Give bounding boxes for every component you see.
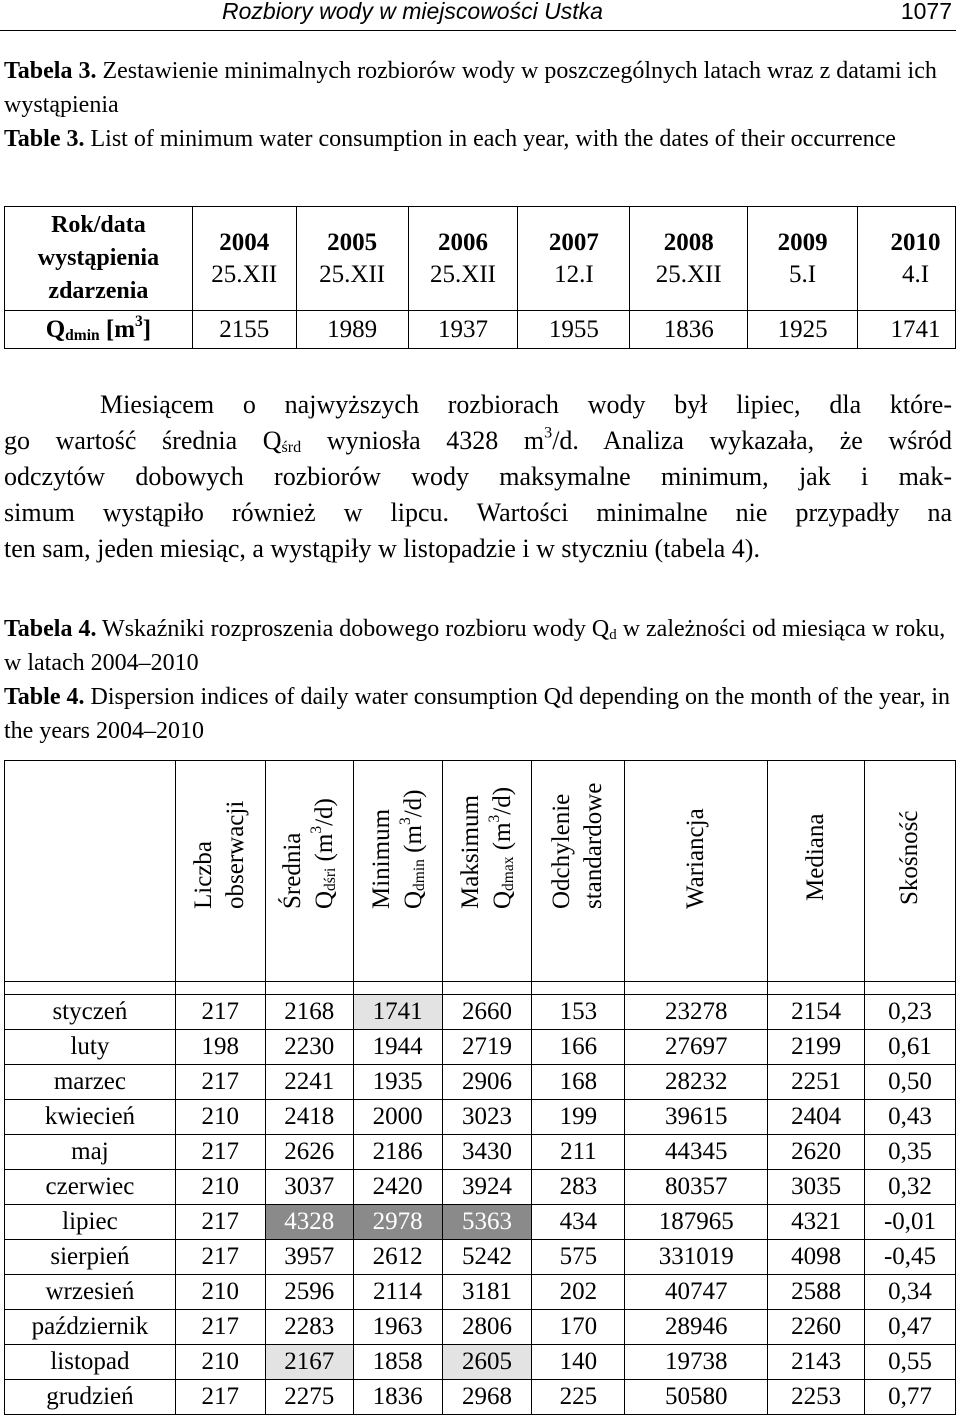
table4-cell-median: 4321: [768, 1205, 865, 1240]
page-header: [0, 0, 956, 31]
table4-cell-var: 28946: [625, 1310, 768, 1345]
table4-cell-median: 2143: [768, 1345, 865, 1380]
table4-cell-min: 2978: [353, 1205, 442, 1240]
table4: [4, 760, 956, 1415]
table4-cell-std: 434: [532, 1205, 625, 1240]
table4-cell-min: 2114: [353, 1275, 442, 1310]
table4-cell-count: 210: [175, 1170, 265, 1205]
table4-cell-count: 210: [175, 1275, 265, 1310]
table-row: [5, 995, 956, 1030]
table4-cell-std: 199: [532, 1100, 625, 1135]
table3-caption-pl: Tabela 3. Zestawienie minimalnych rozbiorów wody w poszczególnych latach wraz z datami ich wystąpienia: [4, 58, 937, 118]
table-row: [5, 1065, 956, 1100]
table3-header-row: [5, 207, 956, 311]
table4-cell-skew: 0,23: [865, 995, 956, 1030]
table4-caption-en: Table 4. Dispersion indices of daily water consumption Qd depending on the month of the year, in the years 2004–2010: [4, 684, 951, 744]
table4-cell-month: wrzesień: [5, 1275, 176, 1310]
table4-cell-mean: 2230: [265, 1030, 353, 1065]
table3-value: 2155: [192, 311, 296, 349]
table4-cell-var: 23278: [625, 995, 768, 1030]
paragraph-line: simum wystąpiło również w lipcu. Wartości minimalne nie przypadły na: [4, 498, 952, 527]
table4-cell-month: grudzień: [5, 1380, 176, 1415]
table4-cell-month: kwiecień: [5, 1100, 176, 1135]
table3-value: 1989: [296, 311, 408, 349]
table3-col-2009: 2009 5.I: [748, 207, 858, 311]
table4-cell-min: 1741: [353, 995, 442, 1030]
table4-header-month: [5, 761, 176, 982]
table4-spacer: [5, 982, 956, 995]
table4-cell-max: 3023: [442, 1100, 532, 1135]
table4-cell-count: 217: [175, 995, 265, 1030]
table4-cell-median: 2404: [768, 1100, 865, 1135]
table-row: [5, 1380, 956, 1415]
table4-cell-min: 2420: [353, 1170, 442, 1205]
table4-cell-mean: 2283: [265, 1310, 353, 1345]
table4-cell-var: 80357: [625, 1170, 768, 1205]
table4-cell-skew: 0,55: [865, 1345, 956, 1380]
table3-value: 1741: [858, 311, 956, 349]
table-row: [5, 1030, 956, 1065]
table4-cell-max: 2906: [442, 1065, 532, 1100]
table4-cell-std: 153: [532, 995, 625, 1030]
table4-cell-median: 4098: [768, 1240, 865, 1275]
table4-cell-min: 1963: [353, 1310, 442, 1345]
table3-col-2007: 2007 12.I: [518, 207, 630, 311]
table4-cell-mean: 2241: [265, 1065, 353, 1100]
table4-cell-mean: 3037: [265, 1170, 353, 1205]
table4-cell-std: 575: [532, 1240, 625, 1275]
table4-cell-std: 168: [532, 1065, 625, 1100]
table3-value: 1836: [630, 311, 748, 349]
table4-cell-month: styczeń: [5, 995, 176, 1030]
table4-caption: [4, 612, 950, 748]
table4-cell-var: 187965: [625, 1205, 768, 1240]
table4-header-max: Maksimum $Q_{dmax}$ $(m^3/d)$: [442, 761, 532, 982]
table4-cell-skew: 0,47: [865, 1310, 956, 1345]
table4-cell-var: 39615: [625, 1100, 768, 1135]
table4-cell-std: 211: [532, 1135, 625, 1170]
table3-row-label-qdmin: $Q_{dmin}$ $[m^3]$: [5, 311, 193, 349]
table4-cell-count: 217: [175, 1065, 265, 1100]
table3-caption-en: Table 3. List of minimum water consumption in each year, with the dates of their occurrence: [4, 126, 896, 152]
table4-cell-skew: 0,32: [865, 1170, 956, 1205]
table4-cell-max: 5242: [442, 1240, 532, 1275]
table4-cell-count: 217: [175, 1310, 265, 1345]
table4-cell-min: 2000: [353, 1100, 442, 1135]
table4-cell-count: 210: [175, 1345, 265, 1380]
body-paragraph: [4, 387, 952, 567]
table4-cell-var: 50580: [625, 1380, 768, 1415]
table-row: [5, 1100, 956, 1135]
table4-header-count: Liczba obserwacji: [175, 761, 265, 982]
table4-cell-count: 198: [175, 1030, 265, 1065]
table4-cell-median: 2251: [768, 1065, 865, 1100]
table4-cell-std: 202: [532, 1275, 625, 1310]
table4-cell-month: czerwiec: [5, 1170, 176, 1205]
paragraph-line: odczytów dobowych rozbiorów wody maksymalne minimum, jak i mak-: [4, 462, 952, 491]
table4-cell-count: 217: [175, 1135, 265, 1170]
table-row: [5, 1240, 956, 1275]
table3-col-2006: 2006 25.XII: [408, 207, 518, 311]
table4-cell-min: 1935: [353, 1065, 442, 1100]
table4-cell-month: listopad: [5, 1345, 176, 1380]
table4-cell-median: 2620: [768, 1135, 865, 1170]
paragraph-line: go wartość średnia $Q_{śrd}$ wyniosła 4328 $m^3/d$. Analiza wykazała, że wśród: [4, 424, 953, 457]
table4-cell-std: 225: [532, 1380, 625, 1415]
table4-cell-month: lipiec: [5, 1205, 176, 1240]
table4-header-var: Wariancja: [625, 761, 768, 982]
table4-cell-var: 40747: [625, 1275, 768, 1310]
table4-cell-skew: -0,45: [865, 1240, 956, 1275]
table3-caption: [4, 54, 950, 156]
table-row: [5, 1205, 956, 1240]
table4-cell-count: 217: [175, 1205, 265, 1240]
table4-cell-max: 3181: [442, 1275, 532, 1310]
table-row: [5, 1310, 956, 1345]
table4-cell-var: 19738: [625, 1345, 768, 1380]
table4-caption-pl: Tabela 4. Wskaźniki rozproszenia dobowego rozbioru wody $Q_d$ w zależności od miesiąca w roku, w latach 2004–2010: [4, 616, 946, 676]
table3: [4, 206, 956, 349]
table4-cell-var: 27697: [625, 1030, 768, 1065]
table4-cell-std: 140: [532, 1345, 625, 1380]
table4-cell-count: 217: [175, 1240, 265, 1275]
table3-col-2010: 2010 4.I: [858, 207, 956, 311]
table4-cell-median: 2154: [768, 995, 865, 1030]
table4-header-mean: Średnia $Q_{dśri}$ $(m^3/d)$: [265, 761, 353, 982]
table3-value-row: [5, 311, 956, 349]
table4-cell-max: 5363: [442, 1205, 532, 1240]
table4-body: [5, 982, 956, 1415]
table4-cell-skew: 0,35: [865, 1135, 956, 1170]
table4-cell-mean: 2596: [265, 1275, 353, 1310]
table4-cell-skew: 0,50: [865, 1065, 956, 1100]
table4-cell-month: luty: [5, 1030, 176, 1065]
table4-cell-std: 170: [532, 1310, 625, 1345]
table4-cell-month: marzec: [5, 1065, 176, 1100]
table4-cell-std: 283: [532, 1170, 625, 1205]
table3-value: 1925: [748, 311, 858, 349]
running-title: Rozbiory wody w miejscowości Ustka: [222, 0, 603, 24]
table4-cell-max: 3924: [442, 1170, 532, 1205]
table4-cell-skew: 0,77: [865, 1380, 956, 1415]
table4-cell-count: 210: [175, 1100, 265, 1135]
table4-cell-median: 2588: [768, 1275, 865, 1310]
table4-cell-min: 1858: [353, 1345, 442, 1380]
table4-cell-count: 217: [175, 1380, 265, 1415]
table4-cell-month: sierpień: [5, 1240, 176, 1275]
table4-cell-mean: 2167: [265, 1345, 353, 1380]
table3-value: 1937: [408, 311, 518, 349]
table-row: [5, 1170, 956, 1205]
table3-row-label-date: Rok/data wystąpienia zdarzenia: [5, 207, 193, 311]
table4-cell-median: 3035: [768, 1170, 865, 1205]
table4-cell-max: 3430: [442, 1135, 532, 1170]
table4-cell-month: maj: [5, 1135, 176, 1170]
table4-cell-mean: 2418: [265, 1100, 353, 1135]
table4-cell-var: 28232: [625, 1065, 768, 1100]
table4-header-median: Mediana: [768, 761, 865, 982]
table4-cell-var: 331019: [625, 1240, 768, 1275]
table4-cell-min: 1944: [353, 1030, 442, 1065]
table-row: [5, 1345, 956, 1380]
table4-cell-skew: -0,01: [865, 1205, 956, 1240]
table4-cell-var: 44345: [625, 1135, 768, 1170]
table4-header-row: [5, 761, 956, 982]
table4-cell-max: 2660: [442, 995, 532, 1030]
table4-cell-max: 2719: [442, 1030, 532, 1065]
table4-cell-month: październik: [5, 1310, 176, 1345]
paragraph-line: ten sam, jeden miesiąc, a wystąpiły w listopadzie i w styczniu (tabela 4).: [4, 534, 760, 563]
table3-col-2005: 2005 25.XII: [296, 207, 408, 311]
table4-cell-skew: 0,61: [865, 1030, 956, 1065]
table3-col-2008: 2008 25.XII: [630, 207, 748, 311]
table4-cell-std: 166: [532, 1030, 625, 1065]
table4-cell-max: 2806: [442, 1310, 532, 1345]
table4-cell-min: 1836: [353, 1380, 442, 1415]
table4-cell-median: 2199: [768, 1030, 865, 1065]
page-number: 1077: [900, 0, 952, 24]
table4-cell-mean: 4328: [265, 1205, 353, 1240]
table4-cell-median: 2253: [768, 1380, 865, 1415]
table4-cell-median: 2260: [768, 1310, 865, 1345]
table4-cell-skew: 0,43: [865, 1100, 956, 1135]
table3-value: 1955: [518, 311, 630, 349]
table4-cell-mean: 3957: [265, 1240, 353, 1275]
table-row: [5, 1275, 956, 1310]
table4-header-std: Odchylenie standardowe: [532, 761, 625, 982]
table4-header-min: Minimum $Q_{dmin}$ $(m^3/d)$: [353, 761, 442, 982]
table-row: [5, 1135, 956, 1170]
table4-cell-mean: 2275: [265, 1380, 353, 1415]
table4-cell-max: 2968: [442, 1380, 532, 1415]
table3-col-2004: 2004 25.XII: [192, 207, 296, 311]
table4-cell-mean: 2168: [265, 995, 353, 1030]
paragraph-line: Miesiącem o najwyższych rozbiorach wody był lipiec, dla które-: [100, 390, 952, 419]
table4-cell-min: 2612: [353, 1240, 442, 1275]
table4-cell-skew: 0,34: [865, 1275, 956, 1310]
table4-cell-max: 2605: [442, 1345, 532, 1380]
table4-header-skew: Skośność: [865, 761, 956, 982]
table4-cell-min: 2186: [353, 1135, 442, 1170]
table4-cell-mean: 2626: [265, 1135, 353, 1170]
